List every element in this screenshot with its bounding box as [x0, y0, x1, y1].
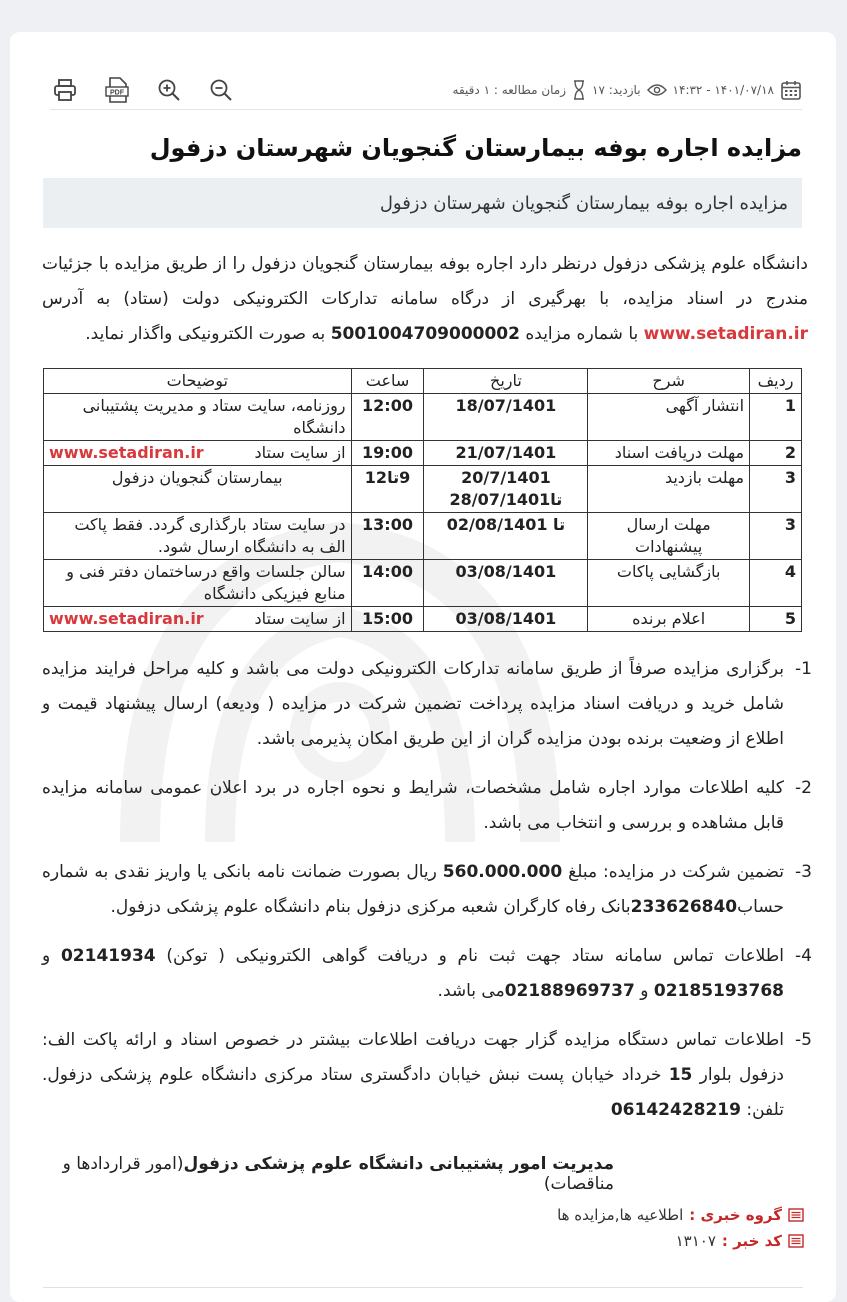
text-part: اطلاعات تماس سامانه ستاد جهت ثبت نام و دریافت گواهی الکترونیکی ( توکن) — [155, 946, 784, 966]
intro-text-3: به صورت الکترونیکی واگذار نماید. — [85, 324, 326, 344]
text-part: و — [634, 981, 654, 1001]
header-date: تاریخ — [424, 369, 588, 394]
list-item — [42, 771, 812, 841]
row-date: تا 02/08/1401 — [424, 513, 588, 560]
row-date: 03/08/1401 — [424, 607, 588, 632]
auction-number: 5001004709000002 — [330, 324, 520, 344]
pdf-button[interactable] — [102, 75, 132, 105]
setadiran-link[interactable]: www.setadiran.ir — [643, 324, 808, 344]
item-number: 2- — [795, 778, 812, 798]
toolbar — [50, 75, 236, 105]
item-text: کلیه اطلاعات موارد اجاره شامل مشخصات، شرایط و نحوه اجاره در برد اعلان عمومی سامانه مزایده قابل مشاهده و بررسی و انتخاب می باشد. — [42, 778, 784, 833]
row-notes — [44, 607, 352, 632]
row-date: 20/7/1401 تا28/07/1401 — [424, 466, 588, 513]
news-code-row — [557, 1228, 804, 1254]
newspaper-icon — [788, 1234, 804, 1248]
zoom-out-icon — [209, 78, 233, 102]
text-part: ریال بصورت ضمانت نامه بانکی یا واریز نقدی به شماره حساب — [42, 862, 784, 917]
guarantee-amount: 560.000.000 — [442, 862, 563, 882]
hourglass-icon — [572, 80, 586, 100]
signature-department: (امور قراردادها و مناقصات) — [62, 1154, 614, 1194]
row-number: 1 — [750, 394, 802, 441]
row-time: 13:00 — [351, 513, 424, 560]
table-row — [44, 441, 802, 466]
row-number: 5 — [750, 607, 802, 632]
table-row — [44, 513, 802, 560]
intro-paragraph — [42, 247, 808, 352]
schedule-table — [43, 368, 802, 632]
printer-icon — [53, 78, 77, 102]
row-number: 4 — [750, 560, 802, 607]
row-time: 19:00 — [351, 441, 424, 466]
row-time: 15:00 — [351, 607, 424, 632]
row-time: 12:00 — [351, 394, 424, 441]
news-tags — [557, 1202, 804, 1254]
intro-text-2: با شماره مزایده — [525, 324, 639, 344]
row-description: مهلت بازدید — [588, 466, 750, 513]
row-description: انتشار آگهی — [588, 394, 750, 441]
item-text — [42, 855, 784, 925]
row-notes: بیمارستان گنجویان دزفول — [44, 466, 352, 513]
signature — [10, 1154, 614, 1194]
text-part: و — [42, 946, 61, 966]
header-description: شرح — [588, 369, 750, 394]
row-description: اعلام برنده — [588, 607, 750, 632]
table-row — [44, 466, 802, 513]
article-meta-bar — [50, 76, 802, 110]
divider — [43, 1287, 803, 1288]
phone-number: 06142428219 — [610, 1100, 741, 1120]
row-date: 18/07/1401 — [424, 394, 588, 441]
newspaper-icon — [788, 1208, 804, 1222]
item-text — [42, 1023, 784, 1128]
row-time: 14:00 — [351, 560, 424, 607]
intro-text-1: دانشگاه علوم پزشکی دزفول درنظر دارد اجاره بوفه بیمارستان گنجویان دزفول را از طریق مزایده با جزئیات مندرج در اسناد مزایده، با بهرگیری از درگاه سامانه تدارکات الکترونیکی دولت (ستاد) به آدرس — [42, 254, 808, 309]
row-description: بازگشایی پاکات — [588, 560, 750, 607]
row-number: 3 — [750, 466, 802, 513]
row-notes-text: از سایت ستاد — [254, 609, 346, 628]
row-notes-text: از سایت ستاد — [254, 443, 346, 462]
text-part: خرداد خیابان پست نبش خیابان دادگستری ستاد مرکزی دانشگاه علوم پزشکی دزفول. تلفن: — [42, 1065, 784, 1120]
row-notes: در سایت ستاد بارگذاری گردد. فقط پاکت الف به دانشگاه ارسال شود. — [44, 513, 352, 560]
row-notes: سالن جلسات واقع درساختمان دفتر فنی و منابع فیزیکی دانشگاه — [44, 560, 352, 607]
pdf-icon — [105, 77, 129, 103]
news-group-value[interactable]: اطلاعیه ها,مزایده ها — [557, 1206, 684, 1224]
row-date: 21/07/1401 — [424, 441, 588, 466]
row-notes — [44, 441, 352, 466]
row-description: مهلت دریافت اسناد — [588, 441, 750, 466]
zoom-out-button[interactable] — [206, 75, 236, 105]
text-part: بانک رفاه کارگران شعبه مرکزی دزفول بنام دانشگاه علوم پزشکی دزفول. — [110, 897, 631, 917]
row-number: 2 — [750, 441, 802, 466]
article-lead: مزایده اجاره بوفه بیمارستان گنجویان شهرستان دزفول — [43, 178, 802, 228]
item-number: 3- — [795, 862, 812, 882]
text-part: اطلاعات تماس دستگاه مزایده گزار جهت دریافت اطلاعات بیشتر در خصوص اسناد و ارائه پاکت الف: دزفول بلوار — [42, 1030, 784, 1085]
view-count: بازدید: ۱۷ — [592, 82, 641, 97]
text-part: می باشد. — [437, 981, 505, 1001]
phone-number: 02188969737 — [504, 981, 635, 1001]
phone-number: 02185193768 — [653, 981, 784, 1001]
svg-text:PDF: PDF — [110, 89, 124, 96]
account-number: 233626840 — [630, 897, 738, 917]
street-number: 15 — [668, 1065, 693, 1085]
header-notes: توضیحات — [44, 369, 352, 394]
zoom-in-icon — [157, 78, 181, 102]
news-group-row — [557, 1202, 804, 1228]
item-text: برگزاری مزایده صرفاً از طریق سامانه تدارکات الکترونیکی دولت می باشد و کلیه مراحل فرایند مزایده شامل خرید و دریافت اسناد مزایده پرداخت تضمین شرکت در مزایده ( ودیعه) ارسال پیشنهاد قیمت و اطلاع از وضعیت برنده بودن مزایده گران از این طریق امکان پذیرمی باشد. — [42, 659, 784, 749]
article-card — [10, 32, 836, 1302]
item-number: 5- — [795, 1030, 812, 1050]
news-code-value: ۱۳۱۰۷ — [675, 1232, 716, 1250]
item-number: 1- — [795, 659, 812, 679]
row-description: مهلت ارسال پیشنهادات — [588, 513, 750, 560]
list-item — [42, 855, 812, 925]
news-code-label: کد خبر : — [721, 1232, 782, 1250]
item-text — [42, 939, 784, 1009]
text-part: تضمین شرکت در مزایده: مبلغ — [562, 862, 784, 882]
table-row — [44, 607, 802, 632]
eye-icon — [647, 83, 667, 97]
print-button[interactable] — [50, 75, 80, 105]
setadiran-link[interactable]: www.setadiran.ir — [49, 609, 204, 628]
article-title: مزایده اجاره بوفه بیمارستان گنجویان شهرستان دزفول — [149, 134, 802, 162]
signature-main: مدیریت امور پشتیبانی دانشگاه علوم پزشکی دزفول — [183, 1154, 614, 1174]
row-notes: روزنامه، سایت ستاد و مدیریت پشتیبانی دانشگاه — [44, 394, 352, 441]
table-row — [44, 560, 802, 607]
zoom-in-button[interactable] — [154, 75, 184, 105]
header-row-number: ردیف — [750, 369, 802, 394]
table-row — [44, 394, 802, 441]
news-group-label: گروه خبری : — [689, 1206, 782, 1224]
setadiran-link[interactable]: www.setadiran.ir — [49, 443, 204, 462]
list-item — [42, 652, 812, 757]
table-header-row — [44, 369, 802, 394]
publish-datetime: ۱۴۰۱/۰۷/۱۸ - ۱۴:۳۲ — [672, 82, 774, 97]
list-item — [42, 939, 812, 1009]
header-time: ساعت — [351, 369, 424, 394]
row-number: 3 — [750, 513, 802, 560]
conditions-list — [42, 652, 812, 1128]
calendar-icon — [780, 79, 802, 101]
row-date: 03/08/1401 — [424, 560, 588, 607]
phone-number: 02141934 — [60, 946, 156, 966]
item-number: 4- — [795, 946, 812, 966]
list-item — [42, 1023, 812, 1128]
read-time: زمان مطالعه : ۱ دقیقه — [452, 82, 567, 97]
meta-info — [453, 79, 802, 101]
row-time: 9تا12 — [351, 466, 424, 513]
